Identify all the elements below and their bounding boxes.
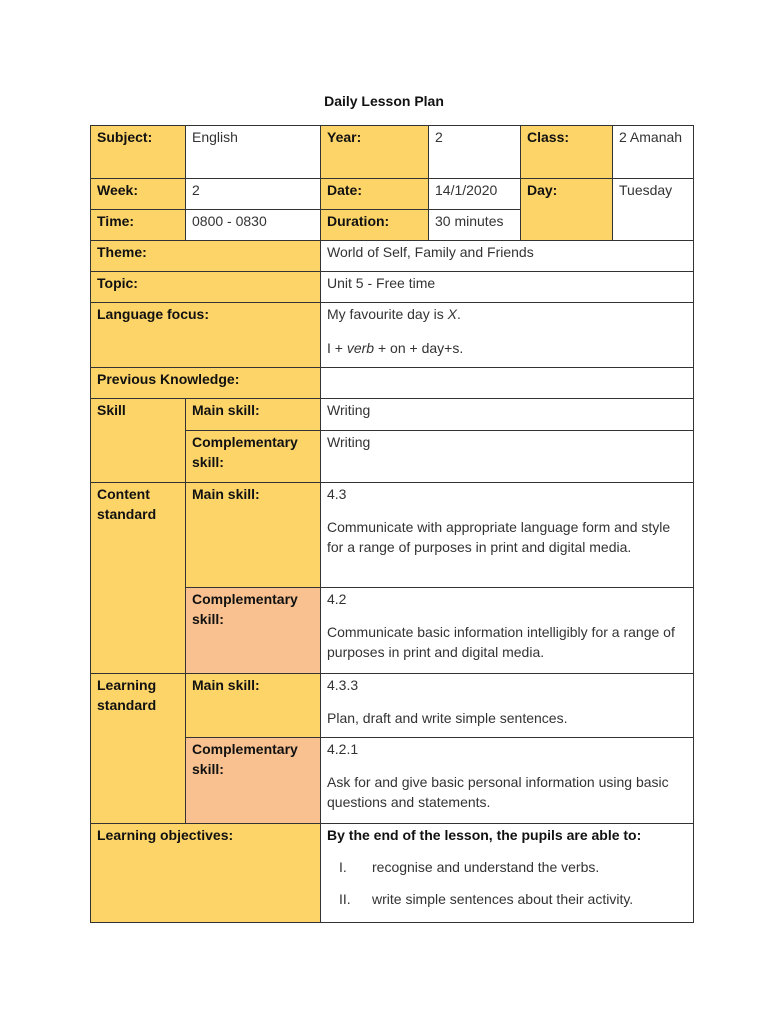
language-focus-line-2 (327, 338, 687, 358)
class-value: 2 Amanah (613, 126, 694, 179)
time-value: 0800 - 0830 (186, 210, 321, 241)
content-standard-label: Content standard (91, 483, 186, 674)
day-label: Day: (521, 179, 613, 241)
objectives-intro: By the end of the lesson, the pupils are able to: (327, 827, 642, 843)
row-theme (91, 241, 694, 272)
theme-value: World of Self, Family and Friends (321, 241, 694, 272)
language-focus-line-1 (327, 304, 687, 324)
content-comp-label: Complementary skill: (186, 588, 321, 674)
row-week (91, 179, 694, 210)
objective-text: recognise and understand the verbs. (372, 859, 600, 875)
learning-main-text: Plan, draft and write simple sentences. (327, 710, 568, 726)
topic-label: Topic: (91, 272, 321, 303)
learning-main-label: Main skill: (186, 674, 321, 738)
skill-label: Skill (91, 399, 186, 483)
row-skill-main (91, 399, 694, 431)
previous-knowledge-value (321, 368, 694, 399)
previous-knowledge-label: Previous Knowledge: (91, 368, 321, 399)
row-topic (91, 272, 694, 303)
objectives-value (321, 824, 694, 923)
language-focus-value (321, 303, 694, 368)
skill-main-label: Main skill: (186, 399, 321, 431)
time-label: Time: (91, 210, 186, 241)
skill-main-value: Writing (321, 399, 694, 431)
content-comp-code: 4.2 (327, 591, 347, 607)
language-focus-label: Language focus: (91, 303, 321, 368)
duration-value: 30 minutes (429, 210, 521, 241)
content-comp-text: Communicate basic information intelligibly for a range of purposes in print and digital media. (327, 624, 675, 660)
objective-text: write simple sentences about their activity. (372, 891, 634, 907)
content-comp-value (321, 588, 694, 674)
objective-item (327, 889, 687, 909)
objective-num: II. (339, 891, 351, 907)
lesson-plan-table (90, 125, 694, 923)
theme-label: Theme: (91, 241, 321, 272)
learning-comp-value (321, 738, 694, 824)
date-label: Date: (321, 179, 429, 210)
lf-line2-b: + on + day+s. (374, 340, 464, 356)
content-main-label: Main skill: (186, 483, 321, 588)
date-value: 14/1/2020 (429, 179, 521, 210)
subject-label: Subject: (91, 126, 186, 179)
year-value: 2 (429, 126, 521, 179)
lf-line1-end: . (456, 306, 461, 322)
content-main-code: 4.3 (327, 486, 347, 502)
skill-comp-label: Complementary skill: (186, 431, 321, 483)
content-main-text: Communicate with appropriate language form and style for a range of purposes in print and digital media. (327, 519, 671, 555)
duration-label: Duration: (321, 210, 429, 241)
objective-num: I. (339, 859, 347, 875)
week-label: Week: (91, 179, 186, 210)
content-main-value (321, 483, 694, 588)
objective-item (327, 857, 687, 877)
week-value: 2 (186, 179, 321, 210)
learning-comp-label: Complementary skill: (186, 738, 321, 824)
day-value: Tuesday (613, 179, 694, 241)
learning-main-value (321, 674, 694, 738)
page-title: Daily Lesson Plan (324, 93, 444, 109)
learning-main-code: 4.3.3 (327, 677, 359, 693)
row-previous-knowledge (91, 368, 694, 399)
topic-value: Unit 5 - Free time (321, 272, 694, 303)
lf-line2-italic: verb (346, 340, 375, 356)
year-label: Year: (321, 126, 429, 179)
row-language-focus (91, 303, 694, 368)
learning-comp-text: Ask for and give basic personal information using basic questions and statements. (327, 774, 669, 810)
lf-line1-text: My favourite day is (327, 306, 448, 322)
lf-line1-italic: X (447, 306, 457, 322)
lf-line2-a: I + (327, 340, 347, 356)
objectives-label: Learning objectives: (91, 824, 321, 923)
row-learning-main (91, 674, 694, 738)
skill-comp-value: Writing (321, 431, 694, 483)
learning-comp-code: 4.2.1 (327, 741, 359, 757)
row-subject (91, 126, 694, 179)
row-objectives (91, 824, 694, 923)
subject-value: English (186, 126, 321, 179)
row-content-main (91, 483, 694, 588)
class-label: Class: (521, 126, 613, 179)
learning-standard-label: Learning standard (91, 674, 186, 824)
